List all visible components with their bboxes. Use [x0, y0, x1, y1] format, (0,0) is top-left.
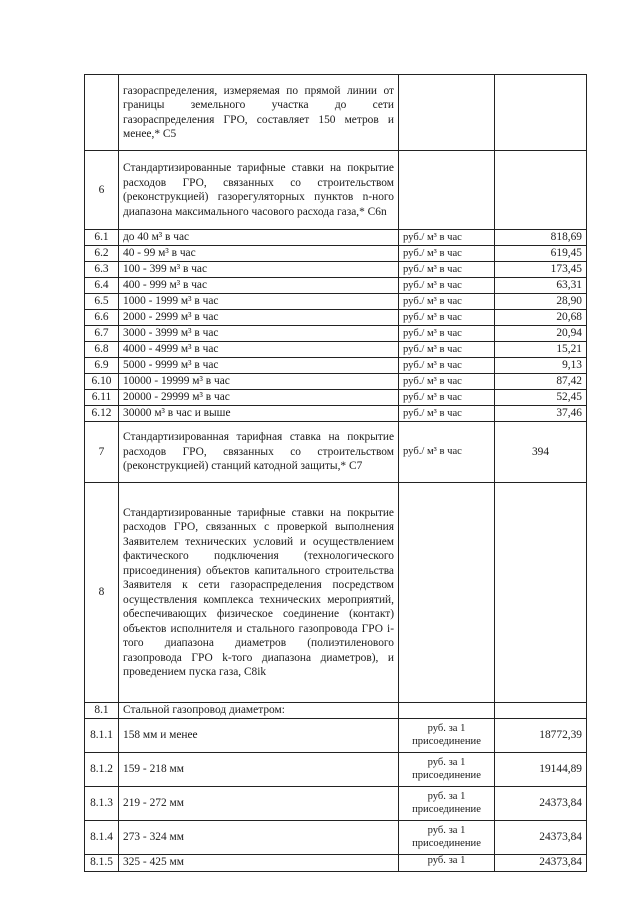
row-number: 6.8 [85, 342, 119, 358]
row-value: 24373,84 [495, 821, 587, 855]
table-row-6 [85, 151, 587, 230]
row-number: 6 [85, 151, 119, 230]
row-description: 100 - 399 м³ в час [119, 262, 399, 278]
row-description: 400 - 999 м³ в час [119, 278, 399, 294]
row-number: 6.1 [85, 230, 119, 246]
row-value [495, 151, 587, 230]
row-description: Стальной газопровод диаметром: [119, 703, 399, 719]
row-unit: руб./ м³ в час [399, 358, 495, 374]
row-value: 37,46 [495, 406, 587, 422]
table-row [85, 246, 587, 262]
table-row [85, 294, 587, 310]
row-description: Стандартизированные тарифные ставки на покрытие расходов ГРО, связанных с проверкой выполнения Заявителем технических условий и осуществлением фактического подключения (технологического присоединения) объектов капитального строительства Заявителя к сети газораспределения посредством осуществления комплекса технических мероприятий, обеспечивающих физическое соединение (контакт) объектов исполнителя и стального газопровода ГРО i-того диапазона диаметров (полиэтиленового газопровода ГРО k-того диапазона диаметров), и проведением пуска газа, С8ik [119, 483, 399, 703]
table-row [85, 390, 587, 406]
row-description: 30000 м³ в час и выше [119, 406, 399, 422]
row-description: 159 - 218 мм [119, 753, 399, 787]
row-number: 6.6 [85, 310, 119, 326]
row-value: 20,94 [495, 326, 587, 342]
row-description: 10000 - 19999 м³ в час [119, 374, 399, 390]
table-row [85, 406, 587, 422]
row-value: 24373,84 [495, 787, 587, 821]
table-row-7 [85, 422, 587, 483]
row-number: 7 [85, 422, 119, 483]
row-value: 818,69 [495, 230, 587, 246]
table-row [85, 855, 587, 872]
table-row [85, 821, 587, 855]
row-description: Стандартизированная тарифная ставка на покрытие расходов ГРО, связанных со строительством (реконструкцией) станций катодной защиты,* С7 [119, 422, 399, 483]
row-value [495, 75, 587, 151]
row-value: 24373,84 [495, 855, 587, 872]
row-value: 52,45 [495, 390, 587, 406]
row-value: 15,21 [495, 342, 587, 358]
table-row-8 [85, 483, 587, 703]
row-unit [399, 151, 495, 230]
row-number: 8.1.1 [85, 719, 119, 753]
row-description: 2000 - 2999 м³ в час [119, 310, 399, 326]
row-number: 8.1.2 [85, 753, 119, 787]
table-row-intro [85, 75, 587, 151]
row-unit: руб./ м³ в час [399, 326, 495, 342]
row-value [495, 703, 587, 719]
table-row [85, 230, 587, 246]
row-number: 6.10 [85, 374, 119, 390]
row-value [495, 483, 587, 703]
row-unit [399, 703, 495, 719]
table-row [85, 719, 587, 753]
row-unit: руб./ м³ в час [399, 374, 495, 390]
table-row [85, 326, 587, 342]
row-number: 6.5 [85, 294, 119, 310]
row-description: 3000 - 3999 м³ в час [119, 326, 399, 342]
row-number: 6.12 [85, 406, 119, 422]
row-unit: руб./ м³ в час [399, 342, 495, 358]
row-value: 394 [495, 422, 587, 483]
row-number: 6.2 [85, 246, 119, 262]
table-row [85, 310, 587, 326]
row-unit: руб. за 1 присоединение [399, 719, 495, 753]
table-row [85, 753, 587, 787]
row-unit: руб./ м³ в час [399, 278, 495, 294]
row-unit: руб./ м³ в час [399, 262, 495, 278]
row-value: 87,42 [495, 374, 587, 390]
row-number: 8.1 [85, 703, 119, 719]
row-description: 325 - 425 мм [119, 855, 399, 872]
row-number: 6.3 [85, 262, 119, 278]
row-number: 6.9 [85, 358, 119, 374]
row-description: 273 - 324 мм [119, 821, 399, 855]
row-number: 8.1.4 [85, 821, 119, 855]
row-value: 18772,39 [495, 719, 587, 753]
tariff-table [84, 74, 587, 872]
row-description: 20000 - 29999 м³ в час [119, 390, 399, 406]
row-unit: руб./ м³ в час [399, 406, 495, 422]
table-row [85, 342, 587, 358]
row-unit [399, 483, 495, 703]
row-number: 6.11 [85, 390, 119, 406]
row-unit: руб. за 1 [399, 855, 495, 872]
row-number: 8.1.5 [85, 855, 119, 872]
row-number: 6.7 [85, 326, 119, 342]
row-unit: руб./ м³ в час [399, 246, 495, 262]
row-value: 28,90 [495, 294, 587, 310]
row-value: 63,31 [495, 278, 587, 294]
row-value: 9,13 [495, 358, 587, 374]
row-unit: руб./ м³ в час [399, 310, 495, 326]
row-number: 6.4 [85, 278, 119, 294]
row-description: газораспределения, измеряемая по прямой линии от границы земельного участка до сети газораспределения ГРО, составляет 150 метров и менее,* С5 [119, 75, 399, 151]
row-number [85, 75, 119, 151]
row-value: 20,68 [495, 310, 587, 326]
row-unit: руб. за 1 присоединение [399, 787, 495, 821]
row-number: 8 [85, 483, 119, 703]
row-value: 19144,89 [495, 753, 587, 787]
row-unit: руб. за 1 присоединение [399, 753, 495, 787]
row-description: 219 - 272 мм [119, 787, 399, 821]
row-number: 8.1.3 [85, 787, 119, 821]
row-value: 173,45 [495, 262, 587, 278]
row-description: до 40 м³ в час [119, 230, 399, 246]
row-unit: руб./ м³ в час [399, 230, 495, 246]
row-description: 1000 - 1999 м³ в час [119, 294, 399, 310]
row-unit: руб./ м³ в час [399, 390, 495, 406]
row-unit: руб. за 1 присоединение [399, 821, 495, 855]
table-row [85, 262, 587, 278]
row-description: 158 мм и менее [119, 719, 399, 753]
table-row [85, 278, 587, 294]
table-row [85, 374, 587, 390]
row-unit [399, 75, 495, 151]
row-description: 40 - 99 м³ в час [119, 246, 399, 262]
row-unit: руб./ м³ в час [399, 422, 495, 483]
row-unit: руб./ м³ в час [399, 294, 495, 310]
row-description: Стандартизированные тарифные ставки на покрытие расходов ГРО, связанных со строительством (реконструкцией) газорегуляторных пунктов n-ного диапазона максимального часового расхода газа,* С6n [119, 151, 399, 230]
row-description: 4000 - 4999 м³ в час [119, 342, 399, 358]
table-row-8-1 [85, 703, 587, 719]
row-value: 619,45 [495, 246, 587, 262]
table-row [85, 787, 587, 821]
table-row [85, 358, 587, 374]
row-description: 5000 - 9999 м³ в час [119, 358, 399, 374]
